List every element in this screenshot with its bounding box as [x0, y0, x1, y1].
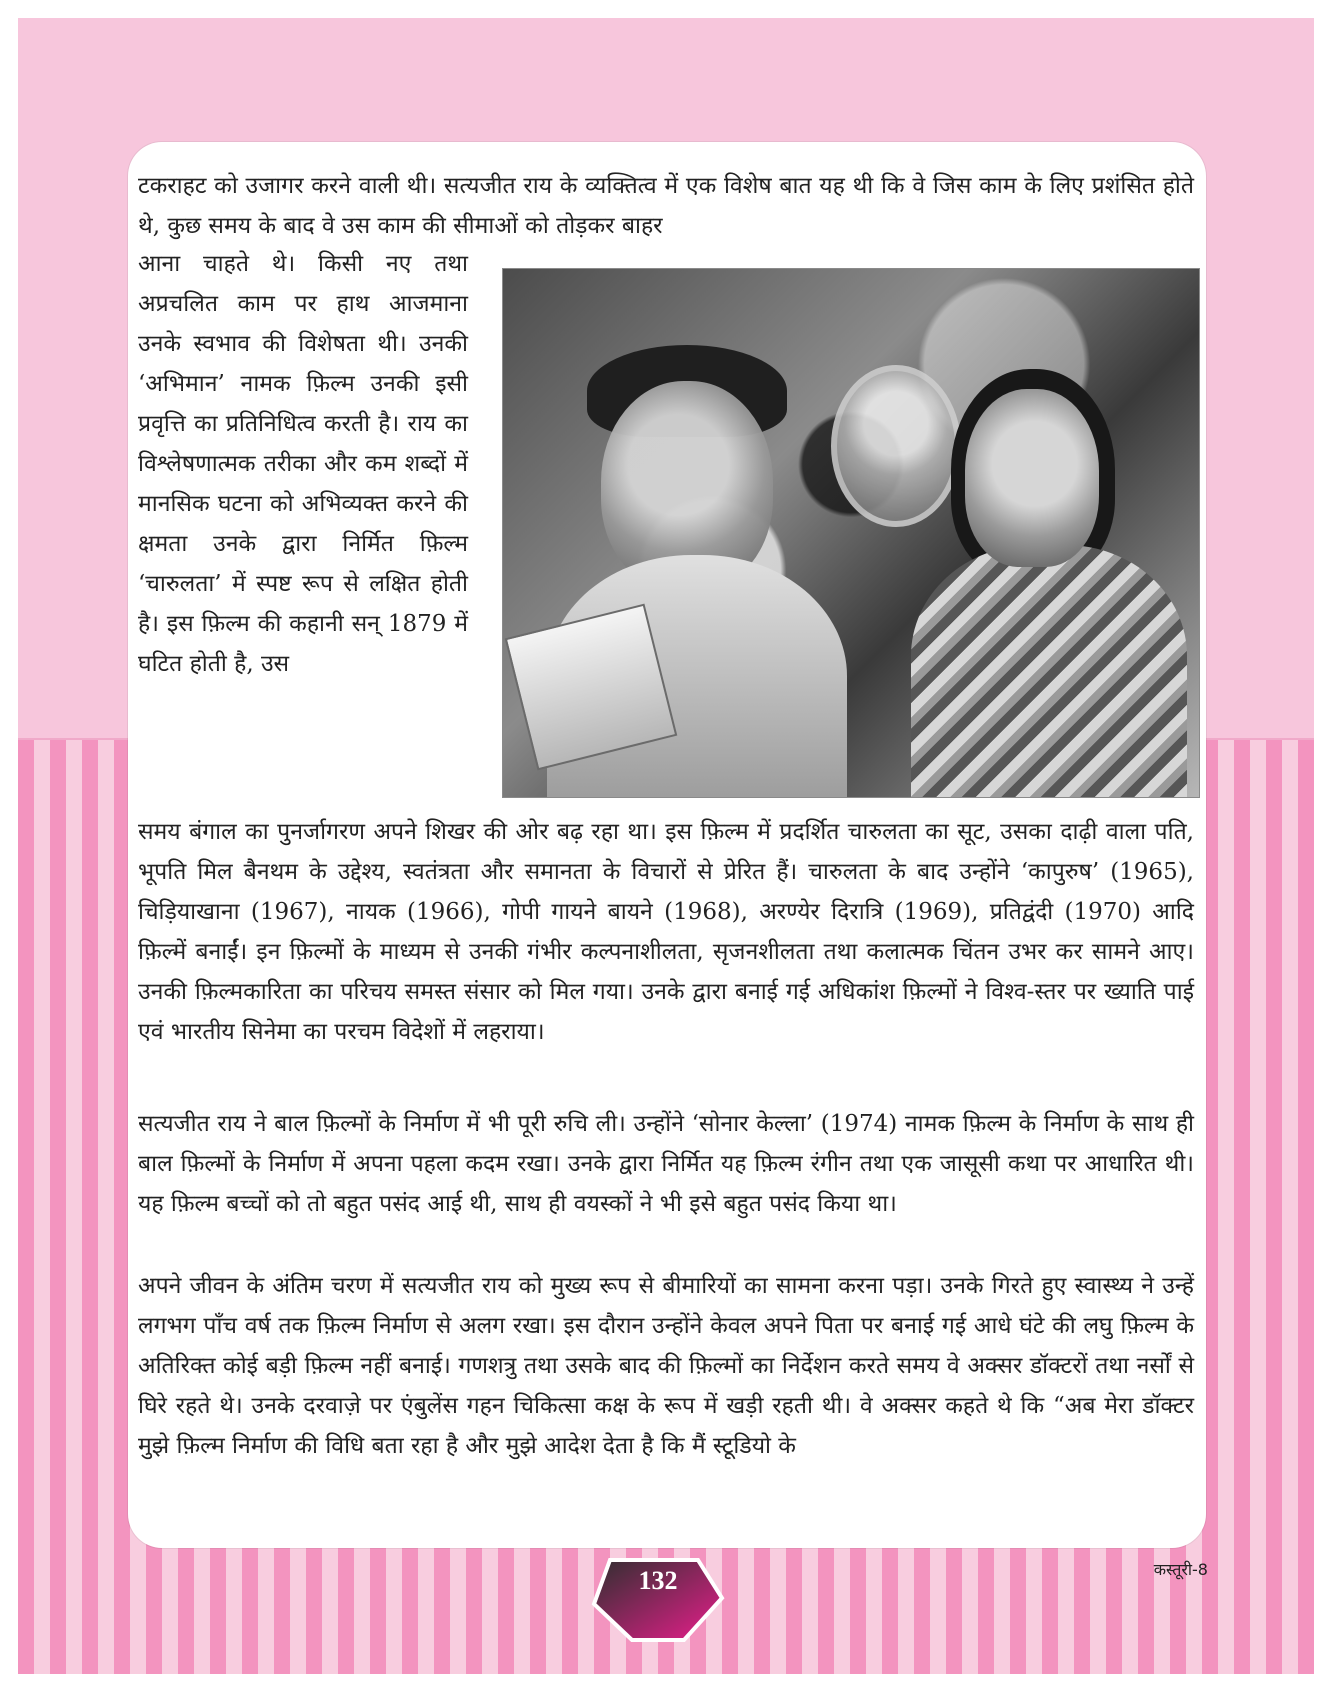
page-number: 132: [638, 1566, 678, 1595]
paragraph-children-films: सत्यजीत राय ने बाल फ़िल्मों के निर्माण में भी पूरी रुचि ली। उन्होंने ‘सोनार केल्ला’ (1974) नामक फ़िल्म के निर्माण के साथ ही बाल फ़िल्मों के निर्माण में अपना पहला कदम रखा। उनके द्वारा निर्मित यह फ़िल्म रंगीन तथा एक जासूसी कथा पर आधारित थी। यह फ़िल्म बच्चों को तो बहुत पसंद आई थी, साथ ही वयस्कों ने भी इसे बहुत पसंद किया था।: [138, 1111, 1194, 1217]
portrait-frame-icon: [831, 365, 961, 527]
paragraph-final-years: अपने जीवन के अंतिम चरण में सत्यजीत राय को मुख्य रूप से बीमारियों का सामना करना पड़ा। उनके गिरते हुए स्वास्थ्य ने उन्हें लगभग पाँच वर्ष तक फ़िल्म निर्माण से अलग रखा। इस दौरान उन्होंने केवल अपने पिता पर बनाई गई आधे घंटे की लघु फ़िल्म के अतिरिक्त कोई बड़ी फ़िल्म नहीं बनाई। गणशत्रु तथा उसके बाद की फ़िल्मों का निर्देशन करते समय वे अक्सर डॉक्टरों तथा नर्सों से घिरे रहते थे। उनके दरवाज़े पर एंबुलेंस गहन चिकित्सा कक्ष के रूप में खड़ी रहती थी। वे अक्सर कहते थे कि “अब मेरा डॉक्टर मुझे फ़िल्म निर्माण की विधि बता रहा है और मुझे आदेश देता है कि मैं स्टूडियो के: [138, 1273, 1194, 1459]
book-title-label: कस्तूरी-8: [1153, 1560, 1208, 1579]
top-paragraph: टकराहट को उजागर करने वाली थी। सत्यजीत राय के व्यक्तित्व में एक विशेष बात यह थी कि वे जिस काम के लिए प्रशंसित होते थे, कुछ समय के बाद वे उस काम की सीमाओं को तोड़कर बाहर: [138, 173, 1194, 239]
left-column-paragraph: आना चाहते थे। किसी नए तथा अप्रचलित काम पर हाथ आजमाना उनके स्वभाव की विशेषता थी। उनकी ‘अभिमान’ नामक फ़िल्म उनकी इसी प्रवृत्ति का प्रतिनिधित्व करती है। राय का विश्लेषणात्मक तरीका और कम शब्दों में मानसिक घटना को अभिव्यक्त करने की क्षमता उनके द्वारा निर्मित फ़िल्म ‘चारुलता’ में स्पष्ट रूप से लक्षित होती है। इस फ़िल्म की कहानी सन् 1879 में घटित होती है, उस: [138, 251, 468, 677]
page-number-badge: [586, 1552, 730, 1648]
woman-head-shape: [965, 389, 1099, 567]
film-still-image: [502, 268, 1200, 798]
lower-paragraph: समय बंगाल का पुनर्जागरण अपने शिखर की ओर बढ़ रहा था। इस फ़िल्म में प्रदर्शित चारुलता का सूट, उसका दाढ़ी वाला पति, भूपति मिल बैनथम के उद्देश्य, स्वतंत्रता और समानता के विचारों से प्रेरित हैं। चारुलता के बाद उन्होंने ‘कापुरुष’ (1965), चिड़ियाखाना (1967), नायक (1966), गोपी गायने बायने (1968), अरण्येर दिरात्रि (1969), प्रतिद्वंदी (1970) आदि फ़िल्में बनाईं। इन फ़िल्मों के माध्यम से उनकी गंभीर कल्पनाशीलता, सृजनशीलता तथा कलात्मक चिंतन उभर कर सामने आए। उनकी फ़िल्मकारिता का परिचय समस्त संसार को मिल गया। उनके द्वारा बनाई गई अधिकांश फ़िल्मों ने विश्व-स्तर पर ख्याति पाई एवं भारतीय सिनेमा का परचम विदेशों में लहराया।: [138, 819, 1194, 1045]
woman-body-shape: [911, 545, 1187, 797]
